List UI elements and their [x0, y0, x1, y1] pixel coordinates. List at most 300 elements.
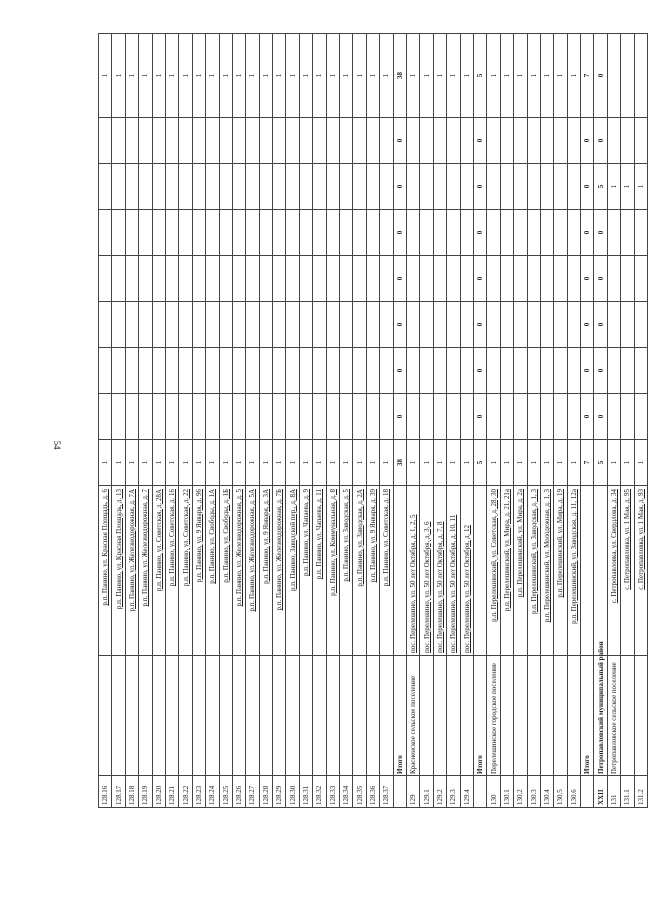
table-row	[554, 34, 567, 808]
settlement-name-cell	[447, 656, 460, 776]
value-cell	[527, 164, 540, 210]
settlement-name-cell	[273, 656, 286, 776]
value-cell	[514, 302, 527, 348]
address-cell: р.п. Панино, ул. Коммунальная, д. 8	[326, 486, 339, 656]
row-number-cell: 128.37	[380, 776, 393, 808]
value-cell: 1	[313, 440, 326, 486]
value-cell	[514, 164, 527, 210]
address-cell: р.п. Панино, ул. Железнодорожная, д. 5	[232, 486, 245, 656]
address-cell: р.п. Панино, ул. Советская, д. 22	[179, 486, 192, 656]
value-cell	[286, 302, 299, 348]
table-row	[139, 34, 152, 808]
total-value-cell: 1	[99, 34, 112, 118]
value-cell	[607, 302, 620, 348]
value-cell	[487, 256, 500, 302]
total-value-cell: 1	[313, 34, 326, 118]
total-value-cell: 5	[473, 34, 486, 118]
value-cell	[246, 394, 259, 440]
value-cell: 1	[527, 440, 540, 486]
settlement-name-cell	[514, 656, 527, 776]
total-value-cell: 1	[366, 34, 379, 118]
total-value-cell: 1	[460, 34, 473, 118]
settlement-name-cell: Итого	[581, 656, 594, 776]
value-cell	[380, 164, 393, 210]
value-cell: 0	[581, 348, 594, 394]
table-row	[273, 34, 286, 808]
value-cell	[273, 394, 286, 440]
value-cell: 0	[393, 348, 406, 394]
value-cell	[366, 348, 379, 394]
value-cell	[286, 118, 299, 164]
row-number-cell: 131.2	[634, 776, 647, 808]
value-cell	[353, 164, 366, 210]
settlement-name-cell	[299, 656, 312, 776]
value-cell	[139, 256, 152, 302]
value-cell: 0	[473, 302, 486, 348]
value-cell: 1	[125, 440, 138, 486]
value-cell	[406, 302, 419, 348]
value-cell: 1	[286, 440, 299, 486]
value-cell	[447, 394, 460, 440]
value-cell	[326, 210, 339, 256]
row-number-cell: 128.35	[353, 776, 366, 808]
row-number-cell: 128.36	[366, 776, 379, 808]
value-cell	[99, 394, 112, 440]
address-cell: пос. Перелешино, ул. 50 лет Октября, д. 7, 8	[433, 486, 446, 656]
value-cell: 5	[473, 440, 486, 486]
address-cell: пос. Перелешино, ул. 50 лет Октября, д. 3, 6	[420, 486, 433, 656]
settlement-name-cell: Итого	[473, 656, 486, 776]
value-cell	[139, 164, 152, 210]
value-cell	[487, 210, 500, 256]
value-cell	[487, 348, 500, 394]
rotated-table-sheet	[98, 34, 645, 808]
row-number-cell: 128.20	[152, 776, 165, 808]
address-cell: р.п. Панино, ул. Советская, д. 16	[165, 486, 178, 656]
table-row	[621, 34, 634, 808]
value-cell	[286, 210, 299, 256]
total-value-cell: 1	[406, 34, 419, 118]
value-cell: 1	[192, 440, 205, 486]
value-cell: 0	[473, 256, 486, 302]
value-cell: 1	[607, 164, 620, 210]
row-number-cell: 128.31	[299, 776, 312, 808]
value-cell: 1	[634, 164, 647, 210]
value-cell	[433, 302, 446, 348]
value-cell	[366, 210, 379, 256]
settlement-name-cell	[326, 656, 339, 776]
value-cell: 1	[554, 440, 567, 486]
value-cell: 1	[219, 440, 232, 486]
table-row	[313, 34, 326, 808]
value-cell	[112, 118, 125, 164]
row-number-cell: 129	[406, 776, 419, 808]
value-cell	[299, 118, 312, 164]
total-value-cell	[634, 34, 647, 118]
value-cell	[500, 210, 513, 256]
value-cell	[165, 348, 178, 394]
value-cell	[527, 348, 540, 394]
value-cell	[540, 394, 553, 440]
value-cell	[540, 118, 553, 164]
value-cell	[554, 164, 567, 210]
value-cell: 1	[165, 440, 178, 486]
settlement-name-cell	[206, 656, 219, 776]
value-cell	[366, 256, 379, 302]
settlement-name-cell	[554, 656, 567, 776]
value-cell	[527, 256, 540, 302]
address-cell: р.п. Панино, ул. Заводская, д. 5	[340, 486, 353, 656]
settlement-name-cell	[540, 656, 553, 776]
table-row	[299, 34, 312, 808]
total-value-cell: 1	[192, 34, 205, 118]
row-number-cell: 128.18	[125, 776, 138, 808]
value-cell	[554, 118, 567, 164]
row-number-cell: 128.30	[286, 776, 299, 808]
row-number-cell: 128.24	[206, 776, 219, 808]
value-cell	[299, 256, 312, 302]
settlement-name-cell	[500, 656, 513, 776]
value-cell	[192, 256, 205, 302]
value-cell	[219, 302, 232, 348]
row-number-cell: 130.1	[500, 776, 513, 808]
value-cell	[353, 394, 366, 440]
row-number-cell: 128.23	[192, 776, 205, 808]
value-cell	[232, 348, 245, 394]
value-cell	[634, 348, 647, 394]
settlement-name-cell	[460, 656, 473, 776]
value-cell	[219, 118, 232, 164]
total-value-cell: 38	[393, 34, 406, 118]
row-number-cell: 128.21	[165, 776, 178, 808]
total-value-cell: 1	[527, 34, 540, 118]
total-value-cell	[607, 34, 620, 118]
settlement-name-cell	[219, 656, 232, 776]
value-cell	[567, 256, 580, 302]
value-cell	[447, 118, 460, 164]
total-row	[594, 34, 607, 808]
settlement-name-cell: Петропавловский муниципальный район	[594, 656, 607, 776]
settlement-name-cell	[246, 656, 259, 776]
value-cell	[433, 348, 446, 394]
value-cell	[165, 302, 178, 348]
address-cell: р.п. Панино, Заводской пер., д. 8А	[286, 486, 299, 656]
table-row	[112, 34, 125, 808]
row-number-cell: 130.5	[554, 776, 567, 808]
value-cell	[353, 256, 366, 302]
value-cell	[634, 118, 647, 164]
settlement-name-cell: Перелешинское городское поселение	[487, 656, 500, 776]
value-cell	[567, 118, 580, 164]
value-cell	[567, 394, 580, 440]
value-cell	[125, 394, 138, 440]
value-cell	[420, 302, 433, 348]
value-cell	[634, 394, 647, 440]
value-cell	[152, 256, 165, 302]
value-cell	[313, 118, 326, 164]
value-cell	[219, 256, 232, 302]
value-cell	[152, 118, 165, 164]
value-cell	[447, 164, 460, 210]
total-value-cell: 1	[554, 34, 567, 118]
value-cell: 1	[460, 440, 473, 486]
value-cell	[607, 394, 620, 440]
value-cell	[621, 302, 634, 348]
value-cell	[232, 164, 245, 210]
value-cell	[527, 302, 540, 348]
value-cell	[420, 394, 433, 440]
value-cell: 1	[340, 440, 353, 486]
settlement-name-cell: Красненское сельское поселение	[406, 656, 419, 776]
value-cell: 1	[567, 440, 580, 486]
row-number-cell: 130	[487, 776, 500, 808]
value-cell: 1	[447, 440, 460, 486]
settlement-name-cell	[380, 656, 393, 776]
table-row	[420, 34, 433, 808]
value-cell	[340, 210, 353, 256]
row-number-cell: 128.33	[326, 776, 339, 808]
settlement-name-cell	[259, 656, 272, 776]
value-cell	[500, 256, 513, 302]
table-row	[514, 34, 527, 808]
row-number-cell: 128.17	[112, 776, 125, 808]
address-cell: р.п. Панино, ул. Железнодорожная, д. 7А	[125, 486, 138, 656]
value-cell	[353, 210, 366, 256]
table-row	[259, 34, 272, 808]
value-cell	[406, 394, 419, 440]
value-cell	[165, 118, 178, 164]
address-cell: р.п. Панино, ул. 9 Января, д. 39	[366, 486, 379, 656]
settlement-name-cell	[340, 656, 353, 776]
value-cell	[179, 164, 192, 210]
total-value-cell: 1	[139, 34, 152, 118]
value-cell	[192, 210, 205, 256]
address-cell: р.п. Перелешинский, ул. Заводская, д. 11, 12а	[567, 486, 580, 656]
settlement-name-cell	[139, 656, 152, 776]
value-cell	[554, 302, 567, 348]
value-cell	[112, 256, 125, 302]
value-cell	[152, 348, 165, 394]
value-cell	[125, 302, 138, 348]
value-cell	[273, 348, 286, 394]
value-cell	[179, 118, 192, 164]
value-cell	[607, 348, 620, 394]
address-cell: с. Петропавловка, ул. 1 Мая, д. 95	[621, 486, 634, 656]
value-cell	[99, 118, 112, 164]
value-cell: 0	[393, 118, 406, 164]
address-cell: р.п. Панино, ул. Советская, д. 18	[380, 486, 393, 656]
row-number-cell: 128.32	[313, 776, 326, 808]
value-cell	[273, 256, 286, 302]
value-cell	[152, 164, 165, 210]
value-cell: 0	[581, 210, 594, 256]
value-cell	[433, 210, 446, 256]
table-row	[406, 34, 419, 808]
value-cell	[420, 210, 433, 256]
settlement-name-cell	[527, 656, 540, 776]
value-cell	[554, 348, 567, 394]
row-number-cell: 128.34	[340, 776, 353, 808]
value-cell	[433, 118, 446, 164]
value-cell	[192, 302, 205, 348]
row-number-cell: 131	[607, 776, 620, 808]
value-cell	[259, 348, 272, 394]
settlement-name-cell: Петропавловское сельское поселение	[607, 656, 620, 776]
value-cell	[447, 302, 460, 348]
value-cell	[340, 394, 353, 440]
value-cell	[607, 256, 620, 302]
table-row	[219, 34, 232, 808]
value-cell	[246, 348, 259, 394]
total-value-cell: 1	[286, 34, 299, 118]
value-cell: 1	[420, 440, 433, 486]
total-value-cell: 1	[299, 34, 312, 118]
address-cell: р.п. Панино, ул. Свободы, д. 1А	[206, 486, 219, 656]
value-cell	[232, 118, 245, 164]
value-cell: 5	[594, 440, 607, 486]
value-cell	[406, 348, 419, 394]
table-row	[433, 34, 446, 808]
total-value-cell: 1	[500, 34, 513, 118]
address-cell	[393, 486, 406, 656]
settlement-name-cell: Итого	[393, 656, 406, 776]
address-cell: пос. Перелешино, ул. 50 лет Октября, д. 12	[460, 486, 473, 656]
settlement-name-cell	[286, 656, 299, 776]
value-cell	[353, 302, 366, 348]
address-cell	[594, 486, 607, 656]
total-value-cell: 1	[447, 34, 460, 118]
value-cell	[353, 118, 366, 164]
value-cell	[554, 256, 567, 302]
row-number-cell: 128.26	[232, 776, 245, 808]
address-cell	[473, 486, 486, 656]
value-cell	[246, 256, 259, 302]
table-row	[366, 34, 379, 808]
value-cell	[487, 118, 500, 164]
value-cell	[460, 256, 473, 302]
table-row	[460, 34, 473, 808]
total-value-cell: 1	[246, 34, 259, 118]
value-cell	[326, 302, 339, 348]
value-cell	[634, 302, 647, 348]
table-row	[179, 34, 192, 808]
address-cell: с. Петропавловка, ул. 1 Мая, д. 93	[634, 486, 647, 656]
settlement-name-cell	[165, 656, 178, 776]
value-cell	[125, 256, 138, 302]
value-cell	[447, 210, 460, 256]
value-cell	[567, 302, 580, 348]
value-cell: 0	[473, 118, 486, 164]
value-cell: 0	[594, 394, 607, 440]
value-cell	[540, 210, 553, 256]
total-value-cell: 1	[487, 34, 500, 118]
value-cell	[433, 256, 446, 302]
value-cell	[340, 164, 353, 210]
value-cell: 0	[473, 210, 486, 256]
value-cell	[460, 210, 473, 256]
value-cell	[433, 394, 446, 440]
table-row	[540, 34, 553, 808]
value-cell: 0	[473, 164, 486, 210]
value-cell	[420, 118, 433, 164]
value-cell: 1	[112, 440, 125, 486]
value-cell	[99, 348, 112, 394]
value-cell: 0	[393, 256, 406, 302]
value-cell	[192, 348, 205, 394]
value-cell	[259, 210, 272, 256]
value-cell	[206, 302, 219, 348]
value-cell	[246, 164, 259, 210]
value-cell: 1	[232, 440, 245, 486]
value-cell	[165, 394, 178, 440]
value-cell	[420, 164, 433, 210]
value-cell	[125, 118, 138, 164]
value-cell	[152, 394, 165, 440]
row-number-cell: 128.22	[179, 776, 192, 808]
value-cell	[286, 164, 299, 210]
value-cell	[192, 164, 205, 210]
value-cell	[514, 256, 527, 302]
total-value-cell: 1	[152, 34, 165, 118]
value-cell	[139, 302, 152, 348]
value-cell	[286, 256, 299, 302]
value-cell: 1	[487, 440, 500, 486]
value-cell: 38	[393, 440, 406, 486]
total-value-cell: 1	[259, 34, 272, 118]
value-cell: 0	[594, 348, 607, 394]
total-value-cell: 1	[206, 34, 219, 118]
value-cell	[139, 118, 152, 164]
settlement-name-cell	[621, 656, 634, 776]
value-cell	[527, 394, 540, 440]
value-cell	[326, 394, 339, 440]
row-number-cell: 128.27	[246, 776, 259, 808]
value-cell: 1	[246, 440, 259, 486]
row-number-cell	[581, 776, 594, 808]
value-cell: 1	[273, 440, 286, 486]
settlement-name-cell	[179, 656, 192, 776]
address-cell: р.п. Панино, ул. Железнодорожная, д. 5А	[246, 486, 259, 656]
value-cell: 0	[473, 394, 486, 440]
value-cell	[206, 210, 219, 256]
value-cell	[326, 256, 339, 302]
value-cell: 1	[433, 440, 446, 486]
value-cell	[460, 118, 473, 164]
value-cell	[554, 210, 567, 256]
value-cell: 7	[581, 440, 594, 486]
value-cell	[299, 302, 312, 348]
row-number-cell: XXII	[594, 776, 607, 808]
value-cell	[313, 210, 326, 256]
value-cell	[112, 210, 125, 256]
value-cell: 0	[581, 164, 594, 210]
value-cell	[500, 118, 513, 164]
value-cell	[540, 164, 553, 210]
value-cell	[340, 348, 353, 394]
address-cell: р.п. Панино, ул. Чапаева, д. 9	[299, 486, 312, 656]
value-cell	[99, 210, 112, 256]
value-cell	[607, 210, 620, 256]
settlement-name-cell	[433, 656, 446, 776]
value-cell: 1	[99, 440, 112, 486]
total-value-cell: 1	[567, 34, 580, 118]
value-cell	[179, 394, 192, 440]
value-cell	[259, 256, 272, 302]
value-cell	[219, 164, 232, 210]
value-cell	[246, 118, 259, 164]
value-cell	[232, 394, 245, 440]
table-row	[527, 34, 540, 808]
